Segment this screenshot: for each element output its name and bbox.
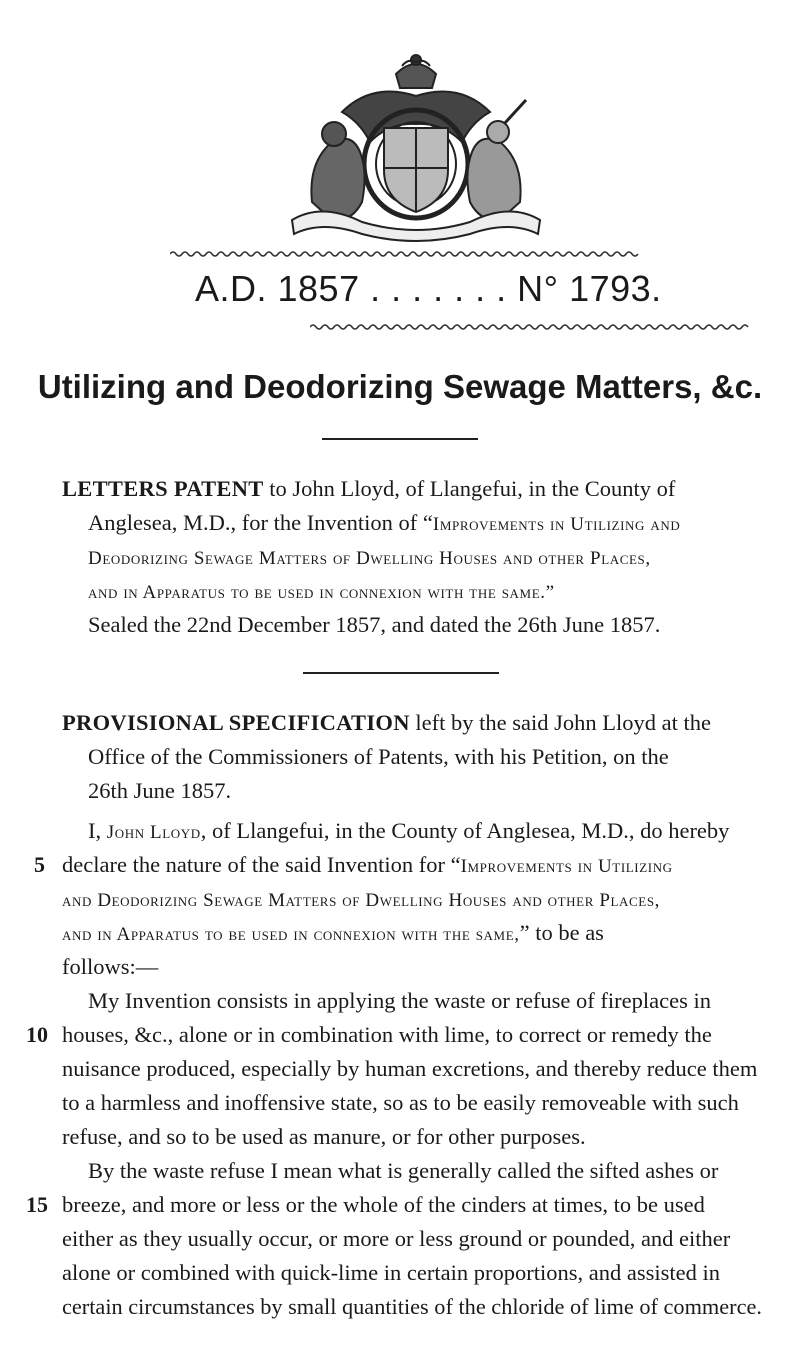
body-line-9: to a harmless and inoffensive state, so as to be easily removeable with such xyxy=(62,1090,739,1115)
body-line-8: nuisance produced, especially by human excretions, and thereby reduce them xyxy=(62,1056,758,1081)
body-line-13: either as they usually occur, or more or less ground or pounded, and either xyxy=(62,1226,731,1251)
body-line-10: refuse, and so to be used as manure, or for other purposes. xyxy=(62,1124,586,1149)
divider-2 xyxy=(303,672,499,674)
ad-dots: . . . . . . . xyxy=(370,268,507,309)
provisional-line-3: 26th June 1857. xyxy=(88,778,232,803)
line-number-10: 10 xyxy=(26,1022,48,1047)
body-line-3: and Deodorizing Sewage Matters of Dwelling Houses and other Places, xyxy=(62,890,661,911)
body-line-11: By the waste refuse I mean what is generally called the sifted ashes or xyxy=(88,1158,719,1183)
letters-patent-lead: LETTERS PATENT xyxy=(62,476,264,501)
wavy-rule-bottom xyxy=(310,323,750,331)
patent-year-and-number xyxy=(195,268,662,310)
body-line-15: certain circumstances by small quantities of the chloride of lime of commerce. xyxy=(62,1294,762,1319)
letters-patent-line-3: Deodorizing Sewage Matters of Dwelling Houses and other Places, xyxy=(88,548,651,569)
ad-year: A.D. 1857 xyxy=(195,268,360,309)
patent-number: N° 1793. xyxy=(517,268,662,309)
line-number-5: 5 xyxy=(34,852,45,877)
sealed-date: Sealed the 22nd December 1857, and dated the 26th June 1857. xyxy=(88,612,661,637)
provisional-line-1: PROVISIONAL SPECIFICATION left by the said John Lloyd at the xyxy=(62,710,711,735)
body-line-4: and in Apparatus to be used in connexion with the same,” to be as xyxy=(62,920,604,945)
body-line-12: breeze, and more or less or the whole of the cinders at times, to be used xyxy=(62,1192,705,1217)
body-line-7: houses, &c., alone or in combination with lime, to correct or remedy the xyxy=(62,1022,712,1047)
body-line-1: I, John Lloyd, of Llangefui, in the County of Anglesea, M.D., do hereby xyxy=(88,818,730,843)
body-line-6: My Invention consists in applying the waste or refuse of fireplaces in xyxy=(88,988,711,1013)
body-line-2: declare the nature of the said Invention for “Improvements in Utilizing xyxy=(62,852,673,877)
wavy-rule-top xyxy=(170,250,640,258)
line-number-15: 15 xyxy=(26,1192,48,1217)
provisional-line-2: Office of the Commissioners of Patents, with his Petition, on the xyxy=(88,744,669,769)
provisional-lead: PROVISIONAL SPECIFICATION xyxy=(62,710,410,735)
letters-patent-line-4: and in Apparatus to be used in connexion with the same.” xyxy=(88,582,555,603)
body-line-14: alone or combined with quick-lime in certain proportions, and assisted in xyxy=(62,1260,720,1285)
letters-patent-line-2: Anglesea, M.D., for the Invention of “Improvements in Utilizing and xyxy=(88,510,681,535)
royal-coat-of-arms xyxy=(282,52,550,242)
letters-patent-line-1: LETTERS PATENT to John Lloyd, of Llangefui, in the County of xyxy=(62,476,676,501)
body-line-5: follows:— xyxy=(62,954,159,979)
document-title: Utilizing and Deodorizing Sewage Matters, &c. xyxy=(37,368,763,405)
divider-1 xyxy=(322,438,478,440)
